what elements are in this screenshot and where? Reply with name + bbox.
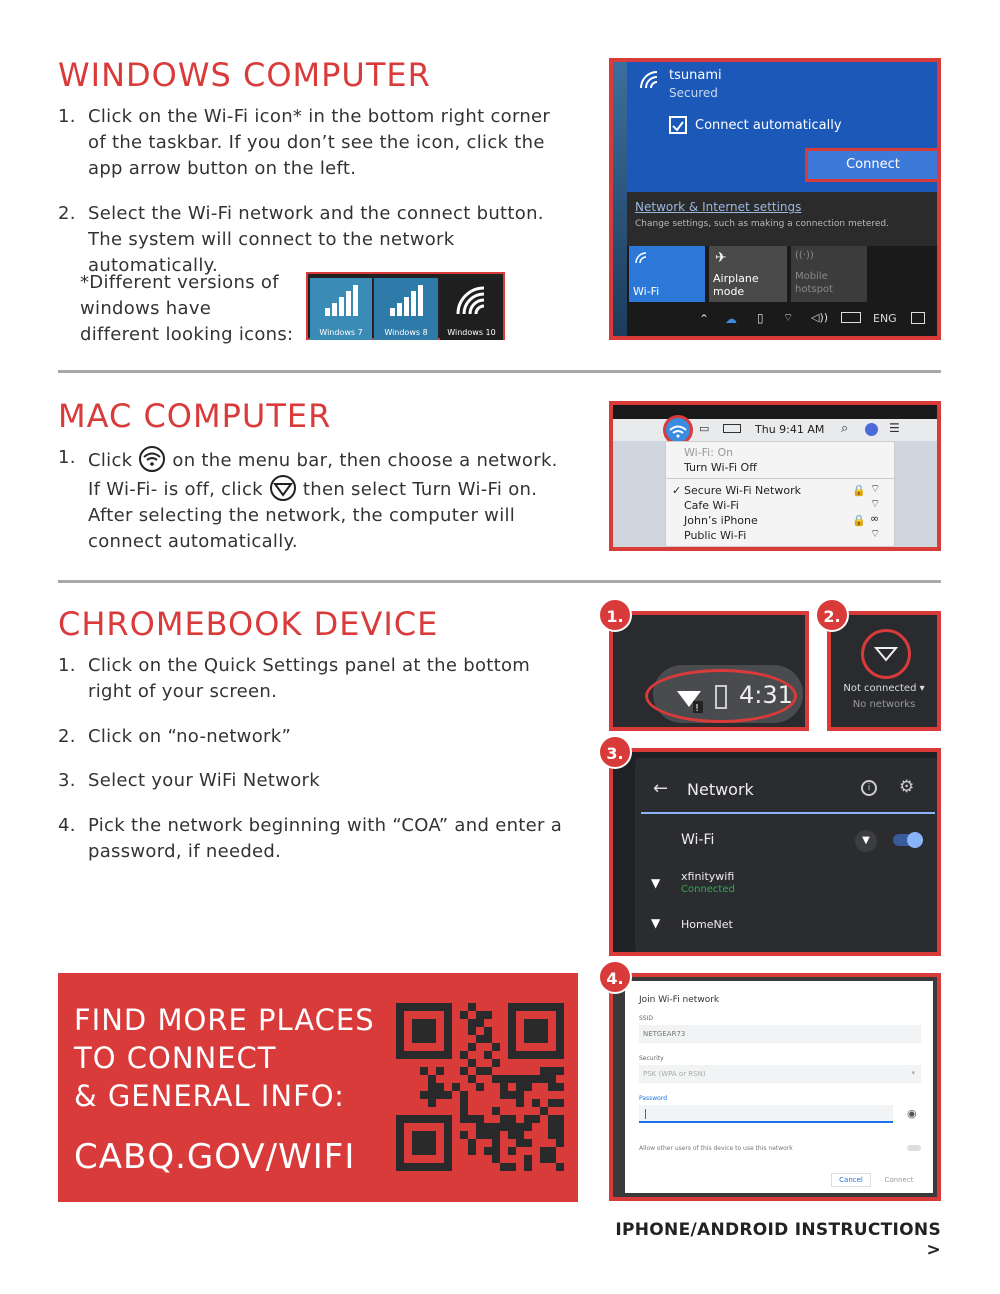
chevron-up-icon[interactable]: ⌃ [699, 312, 710, 326]
mac-wifi-icon [138, 445, 166, 473]
network-settings-link[interactable]: Network & Internet settings [635, 200, 802, 214]
promo-box [58, 973, 578, 1202]
siri-icon[interactable] [865, 423, 878, 436]
connect-automatically-label: Connect automatically [695, 118, 842, 133]
chromebook-step-3: 3. Select your WiFi Network [58, 770, 320, 791]
network-item-tsunami[interactable] [627, 62, 941, 192]
network-item[interactable]: Cafe Wi-Fi [684, 499, 739, 512]
connect-automatically-checkbox[interactable] [669, 116, 687, 134]
network-name[interactable]: xfinitywifi [681, 870, 735, 883]
wifi-toggle[interactable] [893, 834, 921, 846]
menu-bar-clock[interactable]: Thu 9:41 AM [755, 423, 825, 436]
no-network-icon [675, 683, 705, 713]
network-name[interactable]: HomeNet [681, 918, 733, 931]
promo-heading: FIND MORE PLACES TO CONNECT & GENERAL INFO: [74, 1003, 375, 1113]
dialog-title: Join Wi-Fi network [639, 995, 720, 1005]
checkmark-icon: ✓ [672, 484, 682, 497]
mac-wifi-off-icon [269, 474, 297, 502]
network-panel-title: Network [687, 780, 754, 799]
hotspot-icon: ((·)) [795, 250, 814, 261]
ssid-input[interactable]: NETGEAR73 [639, 1025, 921, 1043]
language-indicator[interactable]: ENG [873, 312, 897, 325]
windows-icons-note: *Different versions of windows have different looking icons: [80, 272, 294, 345]
wifi-signal-icon: ⌔ [870, 497, 881, 510]
divider [58, 370, 941, 373]
back-arrow-icon[interactable]: ← [653, 778, 669, 799]
chevron-down-icon: ▾ [911, 1069, 915, 1077]
wifi-signal-icon: ⌔ [870, 482, 881, 495]
battery-icon [715, 685, 727, 709]
wifi-signal-icon: ⌔ [870, 527, 881, 540]
network-item[interactable]: John’s iPhone [684, 514, 758, 527]
network-status: Secured [669, 86, 718, 100]
quick-tile-wifi[interactable]: Wi-Fi [629, 246, 705, 302]
password-input[interactable] [639, 1105, 893, 1123]
not-connected-label[interactable]: Not connected ▾ [843, 683, 925, 694]
notification-center-icon[interactable]: ☰ [889, 421, 900, 435]
mac-title: MAC COMPUTER [58, 397, 332, 435]
chromebook-shot-join-dialog [609, 973, 941, 1201]
mac-step-1: 1. Click on the menu bar, then choose a network. If Wi-Fi- is off, click then select Turn Wi-Fi on. After selecting the network, the computer will connect automatically. [58, 447, 558, 552]
windows7-wifi-icon: Windows 7 [310, 278, 372, 340]
airplay-icon[interactable]: ▭ [699, 422, 710, 435]
cancel-button[interactable]: Cancel [831, 1173, 871, 1187]
promo-url[interactable]: CABQ.GOV/WIFI [74, 1137, 356, 1177]
usb-icon[interactable]: ▯ [757, 311, 764, 325]
gear-icon[interactable]: ⚙ [899, 777, 915, 797]
turn-wifi-off-item[interactable]: Turn Wi-Fi Off [684, 461, 757, 474]
chromebook-title: CHROMEBOOK DEVICE [58, 605, 439, 643]
status-time: 4:31 [739, 681, 793, 709]
chromebook-shot-no-network [827, 611, 941, 731]
volume-icon[interactable]: ◁)) [811, 311, 829, 324]
svg-text:!: ! [695, 703, 700, 713]
step-badge: 3. [598, 735, 632, 769]
info-icon[interactable]: i [861, 780, 877, 796]
airplane-icon: ✈ [715, 250, 727, 266]
network-item[interactable]: Public Wi-Fi [684, 529, 747, 542]
wifi-status: Wi-Fi: On [684, 446, 734, 459]
no-networks-label: No networks [852, 699, 916, 710]
quick-tile-hotspot[interactable]: ((·)) Mobile hotspot [791, 246, 867, 302]
next-page-link[interactable]: IPHONE/ANDROID INSTRUCTIONS > [615, 1220, 941, 1260]
battery-icon[interactable] [723, 424, 741, 433]
chromebook-shot-network-list [609, 748, 941, 956]
step-badge: 4. [598, 960, 632, 994]
lock-icon: 🔒 [852, 514, 866, 527]
mac-wifi-menu [665, 441, 895, 547]
divider [58, 580, 941, 583]
allow-others-toggle[interactable] [907, 1145, 921, 1151]
step-badge: 2. [815, 598, 849, 632]
qr-code-graphic [396, 1003, 564, 1171]
network-name: tsunami [669, 68, 722, 83]
network-status: Connected [681, 884, 735, 895]
wifi-signal-icon: ▼ [651, 876, 661, 890]
mac-wifi-screenshot [609, 401, 941, 551]
security-label: Security [639, 1055, 664, 1062]
ssid-label: SSID [639, 1015, 654, 1022]
chromebook-shot-status-tray [609, 611, 809, 731]
mac-menu-bar [613, 419, 937, 441]
chromebook-step-4: 4. Pick the network beginning with “COA” and enter a password, if needed. [58, 815, 563, 862]
password-label: Password [639, 1095, 668, 1102]
network-settings-desc: Change settings, such as making a connection metered. [635, 219, 889, 229]
spotlight-search-icon[interactable]: ⌕ [841, 421, 849, 436]
network-item[interactable]: Secure Wi-Fi Network [684, 484, 801, 497]
show-password-eye-icon[interactable]: ◉ [907, 1107, 917, 1120]
no-network-button[interactable] [861, 629, 911, 679]
connect-button[interactable]: Connect [805, 148, 941, 182]
cloud-icon[interactable]: ☁ [725, 312, 737, 326]
allow-others-label: Allow other users of this device to use this network [639, 1145, 793, 1152]
wifi-icon[interactable]: ⌔ [783, 311, 794, 324]
windows-versions-strip [306, 272, 505, 340]
windows10-wifi-icon: Windows 10 [440, 278, 503, 340]
lock-icon: 🔒 [852, 484, 866, 497]
qr-code[interactable] [396, 1003, 564, 1171]
windows-step-1: 1. Click on the Wi-Fi icon* in the bottom right corner of the taskbar. If you don’t see the icon, click the app arrow button on the left. [58, 106, 551, 179]
wifi-label: Wi-Fi [681, 832, 715, 848]
chromebook-step-1: 1. Click on the Quick Settings panel at the bottom right of your screen. [58, 655, 531, 702]
chromebook-step-2: 2. Click on “no-network” [58, 726, 292, 747]
step-badge: 1. [598, 598, 632, 632]
security-select[interactable]: PSK (WPA or RSN) ▾ [639, 1065, 921, 1083]
add-network-icon[interactable]: ▼ [855, 830, 877, 852]
keyboard-icon[interactable] [841, 312, 861, 323]
windows-title: WINDOWS COMPUTER [58, 56, 431, 94]
wifi-icon [639, 70, 661, 90]
wifi-signal-icon: ▼ [651, 916, 661, 930]
wifi-icon [635, 252, 649, 264]
quick-tile-airplane[interactable]: ✈ Airplane mode [709, 246, 787, 302]
taskbar [627, 306, 941, 336]
windows8-wifi-icon: Windows 8 [374, 278, 438, 340]
notification-icon[interactable] [911, 312, 925, 324]
windows-step-2: 2. Select the Wi-Fi network and the connect button. The system will connect to the network automatically. [58, 203, 544, 276]
hotspot-link-icon: ∞ [870, 512, 880, 525]
windows-wifi-screenshot [609, 58, 941, 340]
connect-button[interactable]: Connect [884, 1176, 914, 1184]
join-wifi-dialog [625, 981, 933, 1193]
